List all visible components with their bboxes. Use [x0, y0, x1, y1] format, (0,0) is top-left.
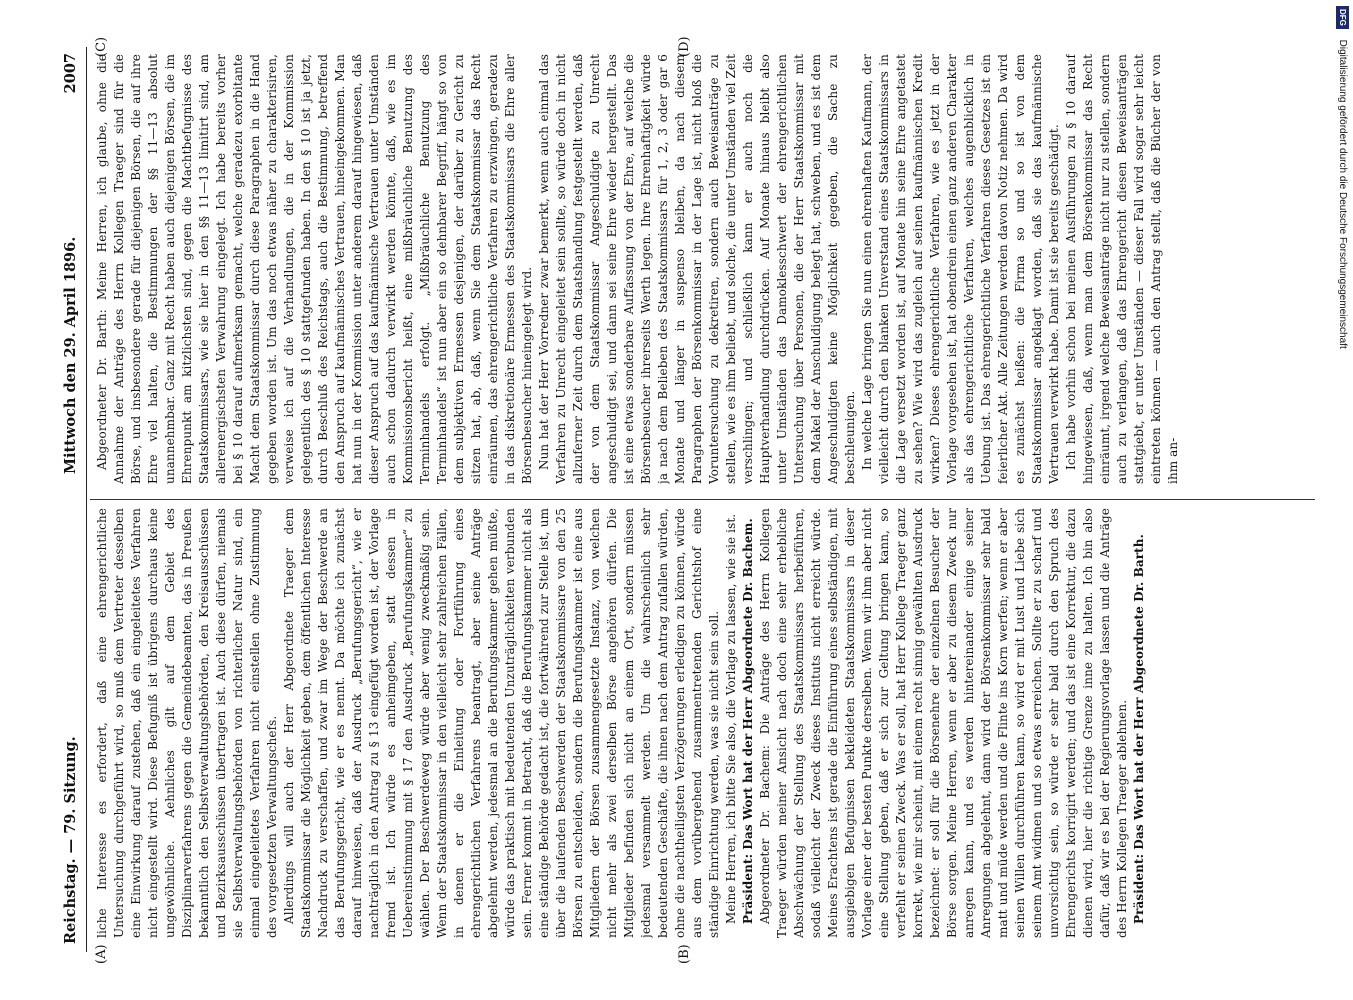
- president-remark: Präsident: Das Wort hat der Herr Abgeordnete Dr. Bachem.: [741, 518, 755, 924]
- header-session-title: Reichstag. — 79. Sitzung.: [62, 736, 79, 944]
- header-date: Mittwoch den 29. April 1896.: [62, 236, 79, 474]
- margin-marker-d: (D): [677, 36, 692, 57]
- header-rule: [86, 47, 87, 952]
- credit-text: Digitalisierung gefördert durch die Deutsche Forschungsgemeinschaft: [1337, 39, 1348, 349]
- right-column: [94, 54, 1312, 484]
- margin-marker-c: (C): [94, 36, 109, 57]
- paragraph: liche Interesse es erfordert, daß eine ehrengerichtliche Untersuchung durchgeführt wird, so muß dem Vertreter desselben eine Einwirkung darauf zustehen, daß ein eingeleitetes Verfahren nicht eingestellt wird. Diese Befugniß ist übrigens durchaus keine ungewöhnliche. Aehnliches gilt auf dem Gebiet des Disziplinarverfahrens gegen die Gemeindebeamten, das in Preußen bekanntlich den Selbstverwaltungsbehörden, den Kreisausschüssen und Bezirksausschüssen übertragen ist. Auch diese dürfen, niemals sie Selbstverwaltungsbehörden von richterlicher Natur sind, ein einmal eingeleitetes Verfahren nicht einstellen ohne Zustimmung des vorgesetzten Verwaltungschefs.: [95, 508, 279, 938]
- paragraph: In welche Lage bringen Sie nun einen ehrenhaften Kaufmann, der vielleicht durch den blanken Unverstand eines Staatskommissars in die Lage versetzt worden ist, auf Monate hin seine Ehre angetastet zu sehen? Wie wird das zugleich auf seinen kaufmännischen Kredit wirken? Dieses ehrengerichtliche Verfahren, wie es jetzt in der Vorlage vorgesehen ist, hat obendrein einen ganz anderen Charakter als das ehrengerichtliche Verfahren, welches augenblicklich in Uebung ist. Das ehrengerichtliche Verfahren dieses Gesetzes ist ein feierlicher Akt. Alle Zeitungen werden davon Notiz nehmen. Da wird es zunächst heißen: die Firma so und so ist von dem Staatskommissar angeklagt worden, daß sie das kaufmännische Vertrauen verwirkt habe. Damit ist sie bereits geschädigt.: [860, 54, 1061, 484]
- digitization-credit: [1334, 0, 1353, 1000]
- president-remark: Präsident: Das Wort hat der Herr Abgeordnete Dr. Barth.: [1132, 534, 1146, 924]
- paragraph: Ich habe vorhin schon bei meinen Ausführungen zu § 10 darauf hingewiesen, daß, wenn man dem Börsenkommissar das Recht einräumt, irgend welche Beweisanträge nicht nur zu stellen, sondern auch zu verlangen, daß das Ehrengericht diesen Beweisanträgen stattgiebt, er unter Umständen — dieser Fall wird sogar sehr leicht eintreten können — auch den Antrag stellt, daß die Bücher der von ihm an-: [1064, 54, 1180, 484]
- paragraph: Allerdings will auch der Herr Abgeordnete Traeger dem Staatskommissar die Möglichkeit geben, dem öffentlichen Interesse Nachdruck zu verschaffen, und zwar im Wege der Beschwerde an das Berufungsgericht, wie er es nennt. Da möchte ich zunächst darauf hinweisen, daß der Ausdruck „Berufungsgericht“, wie er nachträglich in den Antrag zu § 13 eingefügt worden ist, der Vorlage fremd ist. Ich würde es anheimgeben, statt dessen in Uebereinstimmung mit § 17 den Ausdruck „Berufungskammer“ zu wählen. Der Beschwerdeweg würde aber wenig zweckmäßig sein. Wenn der Staatskommissar in den vielleicht sehr zahlreichen Fällen, in denen er die Einleitung oder Fortführung eines ehrengerichtlichen Verfahrens beantragt, aber seine Anträge abgelehnt werden, jedesmal an die Berufungskammer gehen müßte, würde das praktisch mit bedeutenden Unzuträglichkeiten verbunden sein. Ferner kommt in Betracht, daß die Berufungskammer nicht als eine ständige Behörde gedacht ist, die fortwährend zur Stelle ist, um über die laufenden Beschwerden der Staatskommissare von den 25 Börsen zu entscheiden, sondern die Berufungskammer ist eine aus Mitgliedern der Börsen zusammengesetzte Instanz, von welchen nicht mehr als zwei derselben Börse angehören dürfen. Die Mitglieder befinden sich nicht an einem Ort, sondern müssen jedesmal versammelt werden. Um die wahrscheinlich sehr bedeutenden Geschäfte, die ihnen nach dem Antrag zufallen würden, ohne die nachtheiligsten Verzögerungen erledigen zu können, würde aus dem vorübergehend zusammentretenden Gerichtshof eine ständige Einrichtung werden, was sie nicht sein soll.: [282, 508, 721, 938]
- left-column: [94, 508, 1312, 938]
- newspaper-page: [60, 36, 1320, 964]
- paragraph: Abgeordneter Dr. Bachem: Die Anträge des Herrn Kollegen Traeger würden meiner Ansicht nach doch eine sehr erhebliche Abschwächung der Stellung des Staatskommissars herbeiführen, sodaß vielleicht der Zweck dieses Instituts nicht erreicht würde. Meines Erachtens ist gerade die Einführung eines selbständigen, mit ausgiebigen Befugnissen bekleideten Staatskommissars in dieser Vorlage einer der besten Punkte derselben. Wenn wir ihm aber nicht eine Stellung geben, daß er sich zur Geltung bringen kann, so verfehlt er seinen Zweck. Was er soll, hat Herr Kollege Traeger ganz korrekt, wie mir scheint, mit einem recht sinnig gewählten Ausdruck bezeichnet: er soll für die Börsenehre der einzelnen Besucher der Börse sorgen. Meine Herren, wenn er aber zu diesem Zweck nur anregen kann, und es werden hintereinander einige seiner Anregungen abgelehnt, dann wird der Börsenkommissar sehr bald matt und müde werden und die Flinte ins Korn werfen; wenn er aber seinen Willen durchführen kann, so wird er mit Lust und Liebe sich seinem Amt widmen und so etwas erreichen. Sollte er zu scharf und unvorsichtig sein, so würde er sehr bald durch den Spruch des Ehrengerichts korrigirt werden; und das ist eine Korrektur, die dazu dienen wird, hier die richtige Grenze inne zu halten. Ich bin also dafür, daß wir es bei der Regierungsvorlage lassen und die Anträge des Herrn Kollegen Traeger ablehnen.: [758, 508, 1129, 938]
- margin-marker-b: (B): [677, 944, 692, 964]
- column-divider: [90, 499, 1315, 500]
- page-header: [60, 47, 82, 952]
- margin-marker-a: (A): [94, 944, 109, 964]
- dfg-logo: DFG: [1336, 6, 1349, 29]
- paragraph: Nun hat der Herr Vorredner zwar bemerkt, wenn auch einmal das Verfahren zu Unrecht eingeleitet sein sollte, so würde doch in nicht allzuferner Zeit durch dem Staatshandlung festgestellt werden, daß der von dem Staatskommissar Angeschuldigte zu Unrecht angeschuldigt sei, und dann sei seine Ehre wieder hergestellt. Das ist eine etwas sonderbare Auffassung von der Ehre, auf welche die Börsenbesucher ihrerseits Werth legen. Ihre Ehrenhaftigkeit würde ja nach dem Belieben des Staatskommissars für 1, 2, 3 oder gar 6 Monate und länger in suspenso bleiben, da nach diesem Paragraphen der Börsenkommissar in der Lage ist, nicht bloß die Voruntersuchung zu dekretiren, sondern auch Beweisanträge zu stellen, wie es ihm beliebt, und solche, die unter Umständen viel Zeit verschlingen; und schließlich kann er auch noch die Hauptverhandlung durchdrücken. Auf Monate hinaus bleibt also unter Umständen das Damoklesschwert der ehrengerichtlichen Untersuchung über Personen, die der Herr Staatskommissar mit dem Makel der Anschuldigung belegt hat, schweben, und es ist dem Angeschuldigten keine Möglichkeit gegeben, die Sache zu beschleunigen.: [537, 54, 857, 484]
- paragraph: Abgeordneter Dr. Barth: Meine Herren, ich glaube, ohne die Annahme der Anträge des Herrn Kollegen Traeger sind für die Börse, und insbesondere gerade für diejenigen Börsen, die auf ihre Ehre viel halten, die Bestimmungen der §§ 11—13 absolut unannehmbar. Ganz mit Recht haben auch diejenigen Börsen, die im Ehrenpunkt am kitzlichsten sind, gegen die Machtbefugnisse des Staatskommissars, wie sie hier in den §§ 11—13 limitirt sind, am allerenergischsten Verwahrung eingelegt. Ich habe bereits vorher bei § 10 darauf aufmerksam gemacht, welche geradezu exorbitante Macht dem Staatskommissar durch diese Paragraphen in die Hand gegeben worden ist. Um das noch etwas näher zu charakterisiren, verweise ich auf die Verhandlungen, die in der Kommission gelegentlich des § 10 stattgefunden haben. In den § 10 ist ja jetzt, durch Beschluß des Reichstags, auch die Bestimmung, betreffend den Anspruch auf kaufmännisches Vertrauen, hineingekommen. Man hat nun in der Kommission unter anderem darauf hingewiesen, daß dieser Anspruch auf das kaufmännische Vertrauen unter Umständen auch schon dadurch verwirkt werden könnte, daß, wie es im Kommissionsbericht heißt, eine mißbräuchliche Benutzung des Terminhandels erfolgt. „Mißbräuchliche Benutzung des Terminhandels“ ist nun aber ein so dehnbarer Begriff, hängt so von dem subjektiven Ermessen desjenigen, der darüber zu Gericht zu sitzen hat, ab, daß, wenn Sie dem Staatskommissar das Recht einräumen, das ehrengerichtliche Verfahren zu erzwingen, geradezu in das diskretionäre Ermessen des Staatskommissars die Ehre aller Börsenbesucher hineingelegt wird.: [95, 54, 534, 484]
- paragraph: Meine Herren, ich bitte Sie also, die Vorlage zu lassen, wie sie ist.: [724, 513, 738, 924]
- page-number: 2007: [62, 53, 79, 94]
